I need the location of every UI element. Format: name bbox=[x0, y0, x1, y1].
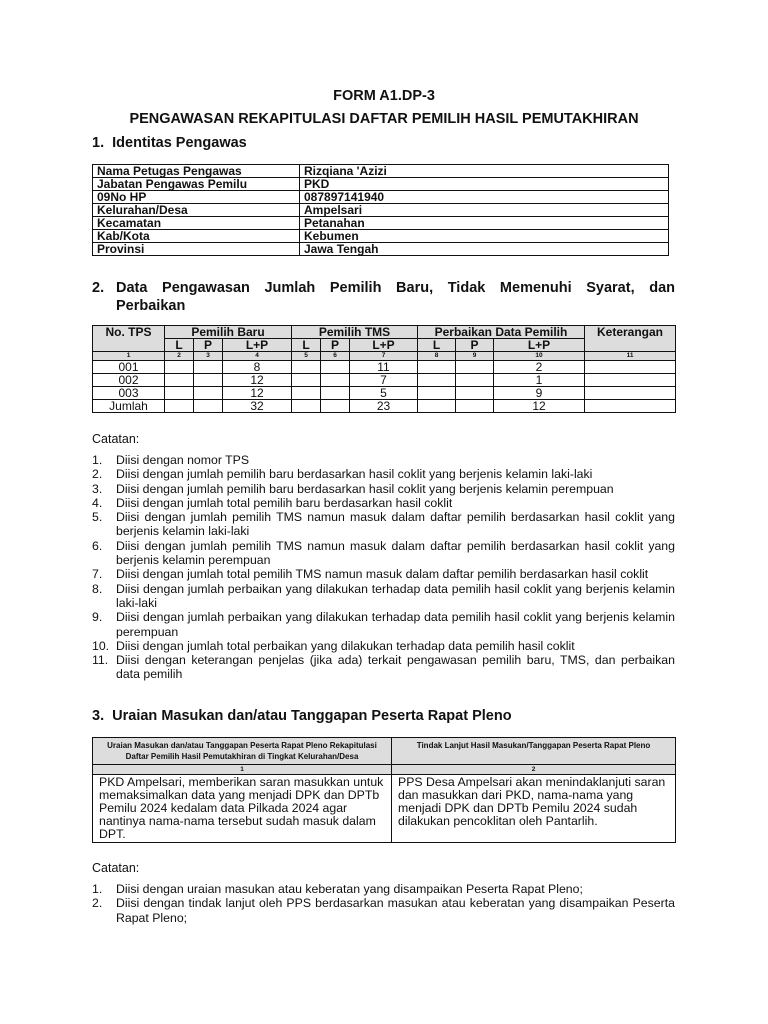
uraian-col2-header: Tindak Lanjut Hasil Masukan/Tanggapan Peserta Rapat Pleno bbox=[392, 738, 676, 765]
list-item-number: 7. bbox=[92, 567, 103, 582]
header-pemilih-baru: Pemilih Baru bbox=[165, 326, 292, 339]
section1-title: Identitas Pengawas bbox=[112, 135, 247, 151]
uraian-col1-number: 1 bbox=[93, 765, 392, 775]
identity-row bbox=[93, 204, 669, 217]
identity-value: Jawa Tengah bbox=[300, 243, 669, 256]
identity-label: Kelurahan/Desa bbox=[93, 204, 300, 217]
cell-tms-lp: 7 bbox=[350, 374, 418, 387]
column-number: 1 bbox=[93, 352, 165, 361]
cell-empty bbox=[321, 387, 350, 400]
identity-value: PKD bbox=[300, 178, 669, 191]
form-code: FORM A1.DP-3 bbox=[333, 88, 435, 104]
list-item-text: Diisi dengan jumlah perbaikan yang dilakukan terhadap data pemilih hasil coklit yang berjenis kelamin laki-laki bbox=[116, 581, 675, 610]
list-item-number: 5. bbox=[92, 510, 103, 525]
column-number: 11 bbox=[585, 352, 676, 361]
uraian-col1-header: Uraian Masukan dan/atau Tanggapan Peserta Rapat Pleno Rekapitulasi Daftar Pemilih Hasil Pemutakhiran di Tingkat Kelurahan/Desa bbox=[93, 738, 392, 765]
cell-empty bbox=[165, 374, 194, 387]
cell-empty bbox=[418, 400, 456, 413]
list-item bbox=[92, 510, 675, 539]
header-lp: L+P bbox=[350, 339, 418, 352]
table-row bbox=[93, 361, 676, 374]
list-item bbox=[92, 896, 675, 925]
identity-label: Nama Petugas Pengawas bbox=[93, 165, 300, 178]
cell-perb-lp: 9 bbox=[494, 387, 585, 400]
section3-notes-list bbox=[92, 882, 675, 925]
header-keterangan: Keterangan bbox=[585, 326, 676, 352]
list-item-text: Diisi dengan jumlah total pemilih TMS namun masuk dalam daftar pemilih berdasarkan hasil coklit bbox=[116, 567, 649, 582]
list-item bbox=[92, 467, 675, 481]
list-item-number: 10. bbox=[92, 638, 110, 653]
list-item-text: Diisi dengan keterangan penjelas (jika ada) terkait pengawasan pemilih baru, TMS, dan perbaikan data pemilih bbox=[116, 653, 675, 682]
identity-label: Jabatan Pengawas Pemilu bbox=[93, 178, 300, 191]
table-row bbox=[93, 387, 676, 400]
list-item-number: 2. bbox=[92, 896, 103, 911]
identity-row bbox=[93, 217, 669, 230]
header-lp: L+P bbox=[494, 339, 585, 352]
list-item bbox=[92, 610, 675, 639]
cell-empty bbox=[165, 400, 194, 413]
list-item bbox=[92, 496, 675, 510]
column-number: 10 bbox=[494, 352, 585, 361]
header-perbaikan: Perbaikan Data Pemilih bbox=[418, 326, 585, 339]
identity-value: 087897141940 bbox=[300, 191, 669, 204]
cell-empty bbox=[456, 361, 494, 374]
list-item bbox=[92, 539, 675, 568]
column-number: 3 bbox=[194, 352, 223, 361]
identity-label: 09No HP bbox=[93, 191, 300, 204]
identity-value: Ampelsari bbox=[300, 204, 669, 217]
list-item-text: Diisi dengan jumlah total perbaikan yang dilakukan terhadap data pemilih hasil coklit bbox=[116, 638, 575, 653]
section2-number: 2. bbox=[92, 280, 105, 296]
identity-row bbox=[93, 178, 669, 191]
cell-empty bbox=[585, 374, 676, 387]
list-item bbox=[92, 653, 675, 682]
header-p: P bbox=[456, 339, 494, 352]
cell-empty bbox=[194, 400, 223, 413]
column-number: 4 bbox=[223, 352, 292, 361]
cell-perb-lp: 2 bbox=[494, 361, 585, 374]
cell-perb-lp: 1 bbox=[494, 374, 585, 387]
uraian-col1-body: PKD Ampelsari, memberikan saran masukkan untuk memaksimalkan data yang menjadi DPK dan DPTb Pemilu 2024 kedalam data Pilkada 2024 agar nantinya nama-nama tersebut sudah masuk dalam DPT. bbox=[93, 775, 392, 843]
list-item-text: Diisi dengan nomor TPS bbox=[116, 453, 250, 467]
cell-empty bbox=[585, 361, 676, 374]
list-item bbox=[92, 567, 675, 581]
cell-empty bbox=[456, 400, 494, 413]
list-item-text: Diisi dengan jumlah perbaikan yang dilakukan terhadap data pemilih hasil coklit yang berjenis kelamin perempuan bbox=[116, 610, 675, 639]
cell-tps: Jumlah bbox=[93, 400, 165, 413]
list-item-number: 6. bbox=[92, 538, 103, 553]
cell-empty bbox=[321, 374, 350, 387]
cell-baru-lp: 12 bbox=[223, 387, 292, 400]
list-item-number: 3. bbox=[92, 481, 103, 496]
section2-heading bbox=[92, 280, 675, 314]
column-number: 6 bbox=[321, 352, 350, 361]
cell-empty bbox=[456, 374, 494, 387]
header-l: L bbox=[292, 339, 321, 352]
cell-tps: 001 bbox=[93, 361, 165, 374]
cell-empty bbox=[194, 374, 223, 387]
column-number: 7 bbox=[350, 352, 418, 361]
section2-title-line1: Data Pengawasan Jumlah Pemilih Baru, Tidak Memenuhi Syarat, dan bbox=[116, 280, 675, 296]
list-item-text: Diisi dengan jumlah pemilih TMS namun masuk dalam daftar pemilih berdasarkan hasil coklit yang berjenis kelamin perempuan bbox=[116, 538, 675, 568]
list-item-number: 9. bbox=[92, 610, 103, 625]
table-row bbox=[93, 400, 676, 413]
cell-tms-lp: 5 bbox=[350, 387, 418, 400]
list-item bbox=[92, 639, 675, 653]
list-item-text: Diisi dengan jumlah pemilih TMS namun masuk dalam daftar pemilih berdasarkan hasil coklit yang berjenis kelamin laki-laki bbox=[116, 510, 675, 539]
list-item-text: Diisi dengan uraian masukan atau keberatan yang disampaikan Peserta Rapat Pleno; bbox=[116, 882, 583, 896]
section3-heading bbox=[92, 708, 512, 724]
cell-empty bbox=[165, 387, 194, 400]
header-l: L bbox=[165, 339, 194, 352]
list-item bbox=[92, 882, 675, 896]
identity-row bbox=[93, 191, 669, 204]
identity-row bbox=[93, 230, 669, 243]
identity-value: Kebumen bbox=[300, 230, 669, 243]
cell-empty bbox=[585, 387, 676, 400]
header-pemilih-tms: Pemilih TMS bbox=[292, 326, 418, 339]
identity-value: Rizqiana 'Azizi bbox=[300, 165, 669, 178]
table-row bbox=[93, 374, 676, 387]
list-item bbox=[92, 582, 675, 611]
list-item-text: Diisi dengan jumlah pemilih baru berdasarkan hasil coklit yang berjenis kelamin laki-laki bbox=[116, 467, 593, 482]
cell-empty bbox=[165, 361, 194, 374]
section1-heading bbox=[92, 135, 247, 151]
column-number: 5 bbox=[292, 352, 321, 361]
column-number: 8 bbox=[418, 352, 456, 361]
header-p: P bbox=[321, 339, 350, 352]
cell-baru-lp: 32 bbox=[223, 400, 292, 413]
identity-row bbox=[93, 243, 669, 256]
identity-value: Petanahan bbox=[300, 217, 669, 230]
list-item-number: 8. bbox=[92, 581, 103, 596]
cell-tms-lp: 23 bbox=[350, 400, 418, 413]
cell-empty bbox=[418, 361, 456, 374]
cell-baru-lp: 8 bbox=[223, 361, 292, 374]
list-item-text: Diisi dengan tindak lanjut oleh PPS berdasarkan masukan atau keberatan yang disampaikan Peserta Rapat Pleno; bbox=[116, 896, 675, 925]
identity-label: Kab/Kota bbox=[93, 230, 300, 243]
uraian-col2-number: 2 bbox=[392, 765, 676, 775]
list-item bbox=[92, 453, 675, 467]
cell-empty bbox=[194, 387, 223, 400]
header-no-tps: No. TPS bbox=[93, 326, 165, 352]
cell-tms-lp: 11 bbox=[350, 361, 418, 374]
uraian-col2-body: PPS Desa Ampelsari akan menindaklanjuti saran dan masukkan dari PKD, nama-nama yang menjadi DPK dan DPTb Pemilu 2024 sudah dilakukan pencoklitan oleh Pantarlih. bbox=[392, 775, 676, 843]
cell-empty bbox=[321, 361, 350, 374]
list-item-number: 4. bbox=[92, 495, 103, 510]
cell-perb-lp: 12 bbox=[494, 400, 585, 413]
section3-number: 3. bbox=[92, 708, 105, 724]
header-lp: L+P bbox=[223, 339, 292, 352]
section3-catatan-label: Catatan: bbox=[92, 861, 140, 875]
identity-label: Provinsi bbox=[93, 243, 300, 256]
form-title: PENGAWASAN REKAPITULASI DAFTAR PEMILIH HASIL PEMUTAKHIRAN bbox=[129, 111, 639, 127]
cell-empty bbox=[292, 374, 321, 387]
identity-label: Kecamatan bbox=[93, 217, 300, 230]
list-item-text: Diisi dengan jumlah total pemilih baru berdasarkan hasil coklit bbox=[116, 495, 453, 510]
cell-empty bbox=[292, 387, 321, 400]
column-number: 2 bbox=[165, 352, 194, 361]
cell-empty bbox=[418, 387, 456, 400]
cell-tps: 002 bbox=[93, 374, 165, 387]
uraian-table bbox=[92, 737, 676, 843]
identity-row bbox=[93, 165, 669, 178]
section1-number: 1. bbox=[92, 135, 105, 151]
cell-empty bbox=[194, 361, 223, 374]
cell-empty bbox=[292, 400, 321, 413]
header-l: L bbox=[418, 339, 456, 352]
list-item-number: 1. bbox=[92, 882, 103, 896]
section2-notes-list bbox=[92, 453, 675, 682]
section2-title-line2: Perbaikan bbox=[116, 298, 186, 314]
cell-empty bbox=[321, 400, 350, 413]
list-item-number: 11. bbox=[92, 653, 109, 668]
section3-title: Uraian Masukan dan/atau Tanggapan Peserta Rapat Pleno bbox=[112, 708, 512, 724]
list-item-number: 2. bbox=[92, 467, 103, 482]
cell-empty bbox=[418, 374, 456, 387]
cell-empty bbox=[292, 361, 321, 374]
list-item bbox=[92, 482, 675, 496]
header-p: P bbox=[194, 339, 223, 352]
cell-tps: 003 bbox=[93, 387, 165, 400]
voter-data-table bbox=[92, 325, 676, 413]
list-item-text: Diisi dengan jumlah pemilih baru berdasarkan hasil coklit yang berjenis kelamin perempuan bbox=[116, 481, 614, 496]
cell-baru-lp: 12 bbox=[223, 374, 292, 387]
section2-catatan-label: Catatan: bbox=[92, 432, 140, 446]
column-number: 9 bbox=[456, 352, 494, 361]
identity-table bbox=[92, 164, 669, 256]
cell-empty bbox=[456, 387, 494, 400]
list-item-number: 1. bbox=[92, 453, 103, 467]
cell-empty bbox=[585, 400, 676, 413]
